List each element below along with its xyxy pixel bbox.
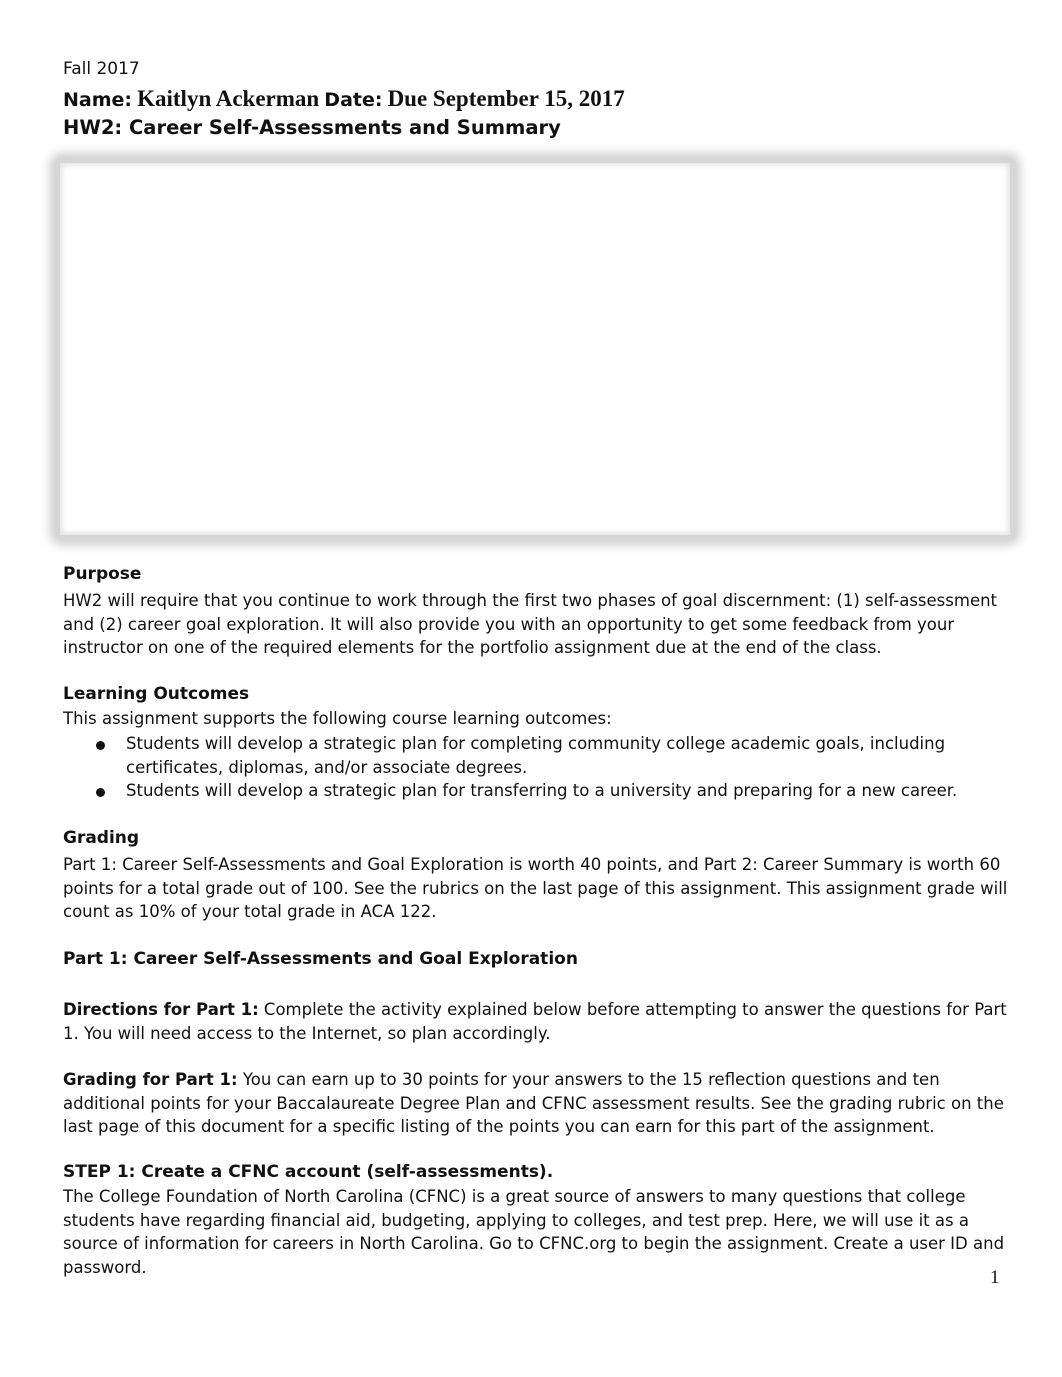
name-label: Name: — [63, 89, 133, 111]
student-name: Kaitlyn Ackerman — [137, 86, 320, 111]
bullet-icon — [96, 741, 105, 750]
step1-text: The College Foundation of North Carolina (CFNC) is a great source of answers to many questions that college students have regarding financial aid, budgeting, applying to colleges, and test prep. Here, we will use it as a source of information for careers in North Carolina. Go to CFNC.org to begin the assignment. Create a user ID and password. — [63, 1187, 1005, 1277]
page-title: HW2: Career Self-Assessments and Summary — [63, 116, 561, 139]
date-label: Date: — [324, 89, 383, 111]
grading-part1-label: Grading for Part 1: — [63, 1070, 238, 1089]
due-date: Due September 15, 2017 — [387, 86, 625, 111]
grading-text: Part 1: Career Self-Assessments and Goal Exploration is worth 40 points, and Part 2: Career Summary is worth 60 points for a total grade out of 100. See the rubrics on the last page of this assignment. This assignment grade will count as 10% of your total grade in ACA 122. — [63, 855, 1008, 921]
grading-part1-text: You can earn up to 30 points for your answers to the 15 reflection questions and ten additional points for your Baccalaureate Degree Plan and CFNC assessment results. See the grading rubric on the last page of this document for a specific listing of the points you can earn for this part of the assignment. — [63, 1070, 1004, 1136]
blurred-content-box — [55, 158, 1015, 540]
directions-text: Complete the activity explained below before attempting to answer the questions for Part 1. You will need access to the Internet, so plan accordingly. — [63, 1000, 1007, 1043]
part1-grading — [63, 1068, 1008, 1139]
grading-heading: Grading — [63, 828, 140, 848]
directions-label: Directions for Part 1: — [63, 1000, 259, 1019]
outcome-text: Students will develop a strategic plan for transferring to a university and preparing for a new career. — [126, 781, 958, 800]
learning-outcomes-intro: This assignment supports the following course learning outcomes: — [63, 709, 612, 728]
part1-heading: Part 1: Career Self-Assessments and Goal Exploration — [63, 949, 578, 969]
list-item — [63, 732, 1008, 779]
part1-directions — [63, 998, 1008, 1045]
name-date-line — [63, 86, 625, 112]
purpose-heading: Purpose — [63, 564, 142, 584]
learning-outcomes-heading: Learning Outcomes — [63, 684, 250, 704]
semester-label: Fall 2017 — [63, 59, 140, 79]
bullet-icon — [96, 788, 105, 797]
purpose-text: HW2 will require that you continue to work through the first two phases of goal discernment: (1) self-assessment and (2) career goal exploration. It will also provide you with an opportunity to get some feedback from your instructor on one of the required elements for the portfolio assignment due at the end of the class. — [63, 591, 998, 657]
page-number: 1 — [990, 1267, 1000, 1288]
outcome-text: Students will develop a strategic plan for completing community college academic goals, including certificates, diplomas, and/or associate degrees. — [126, 734, 946, 777]
learning-outcomes-list — [63, 732, 1008, 803]
list-item — [63, 779, 1008, 803]
step1-heading: STEP 1: Create a CFNC account (self-assessments). — [63, 1162, 554, 1182]
